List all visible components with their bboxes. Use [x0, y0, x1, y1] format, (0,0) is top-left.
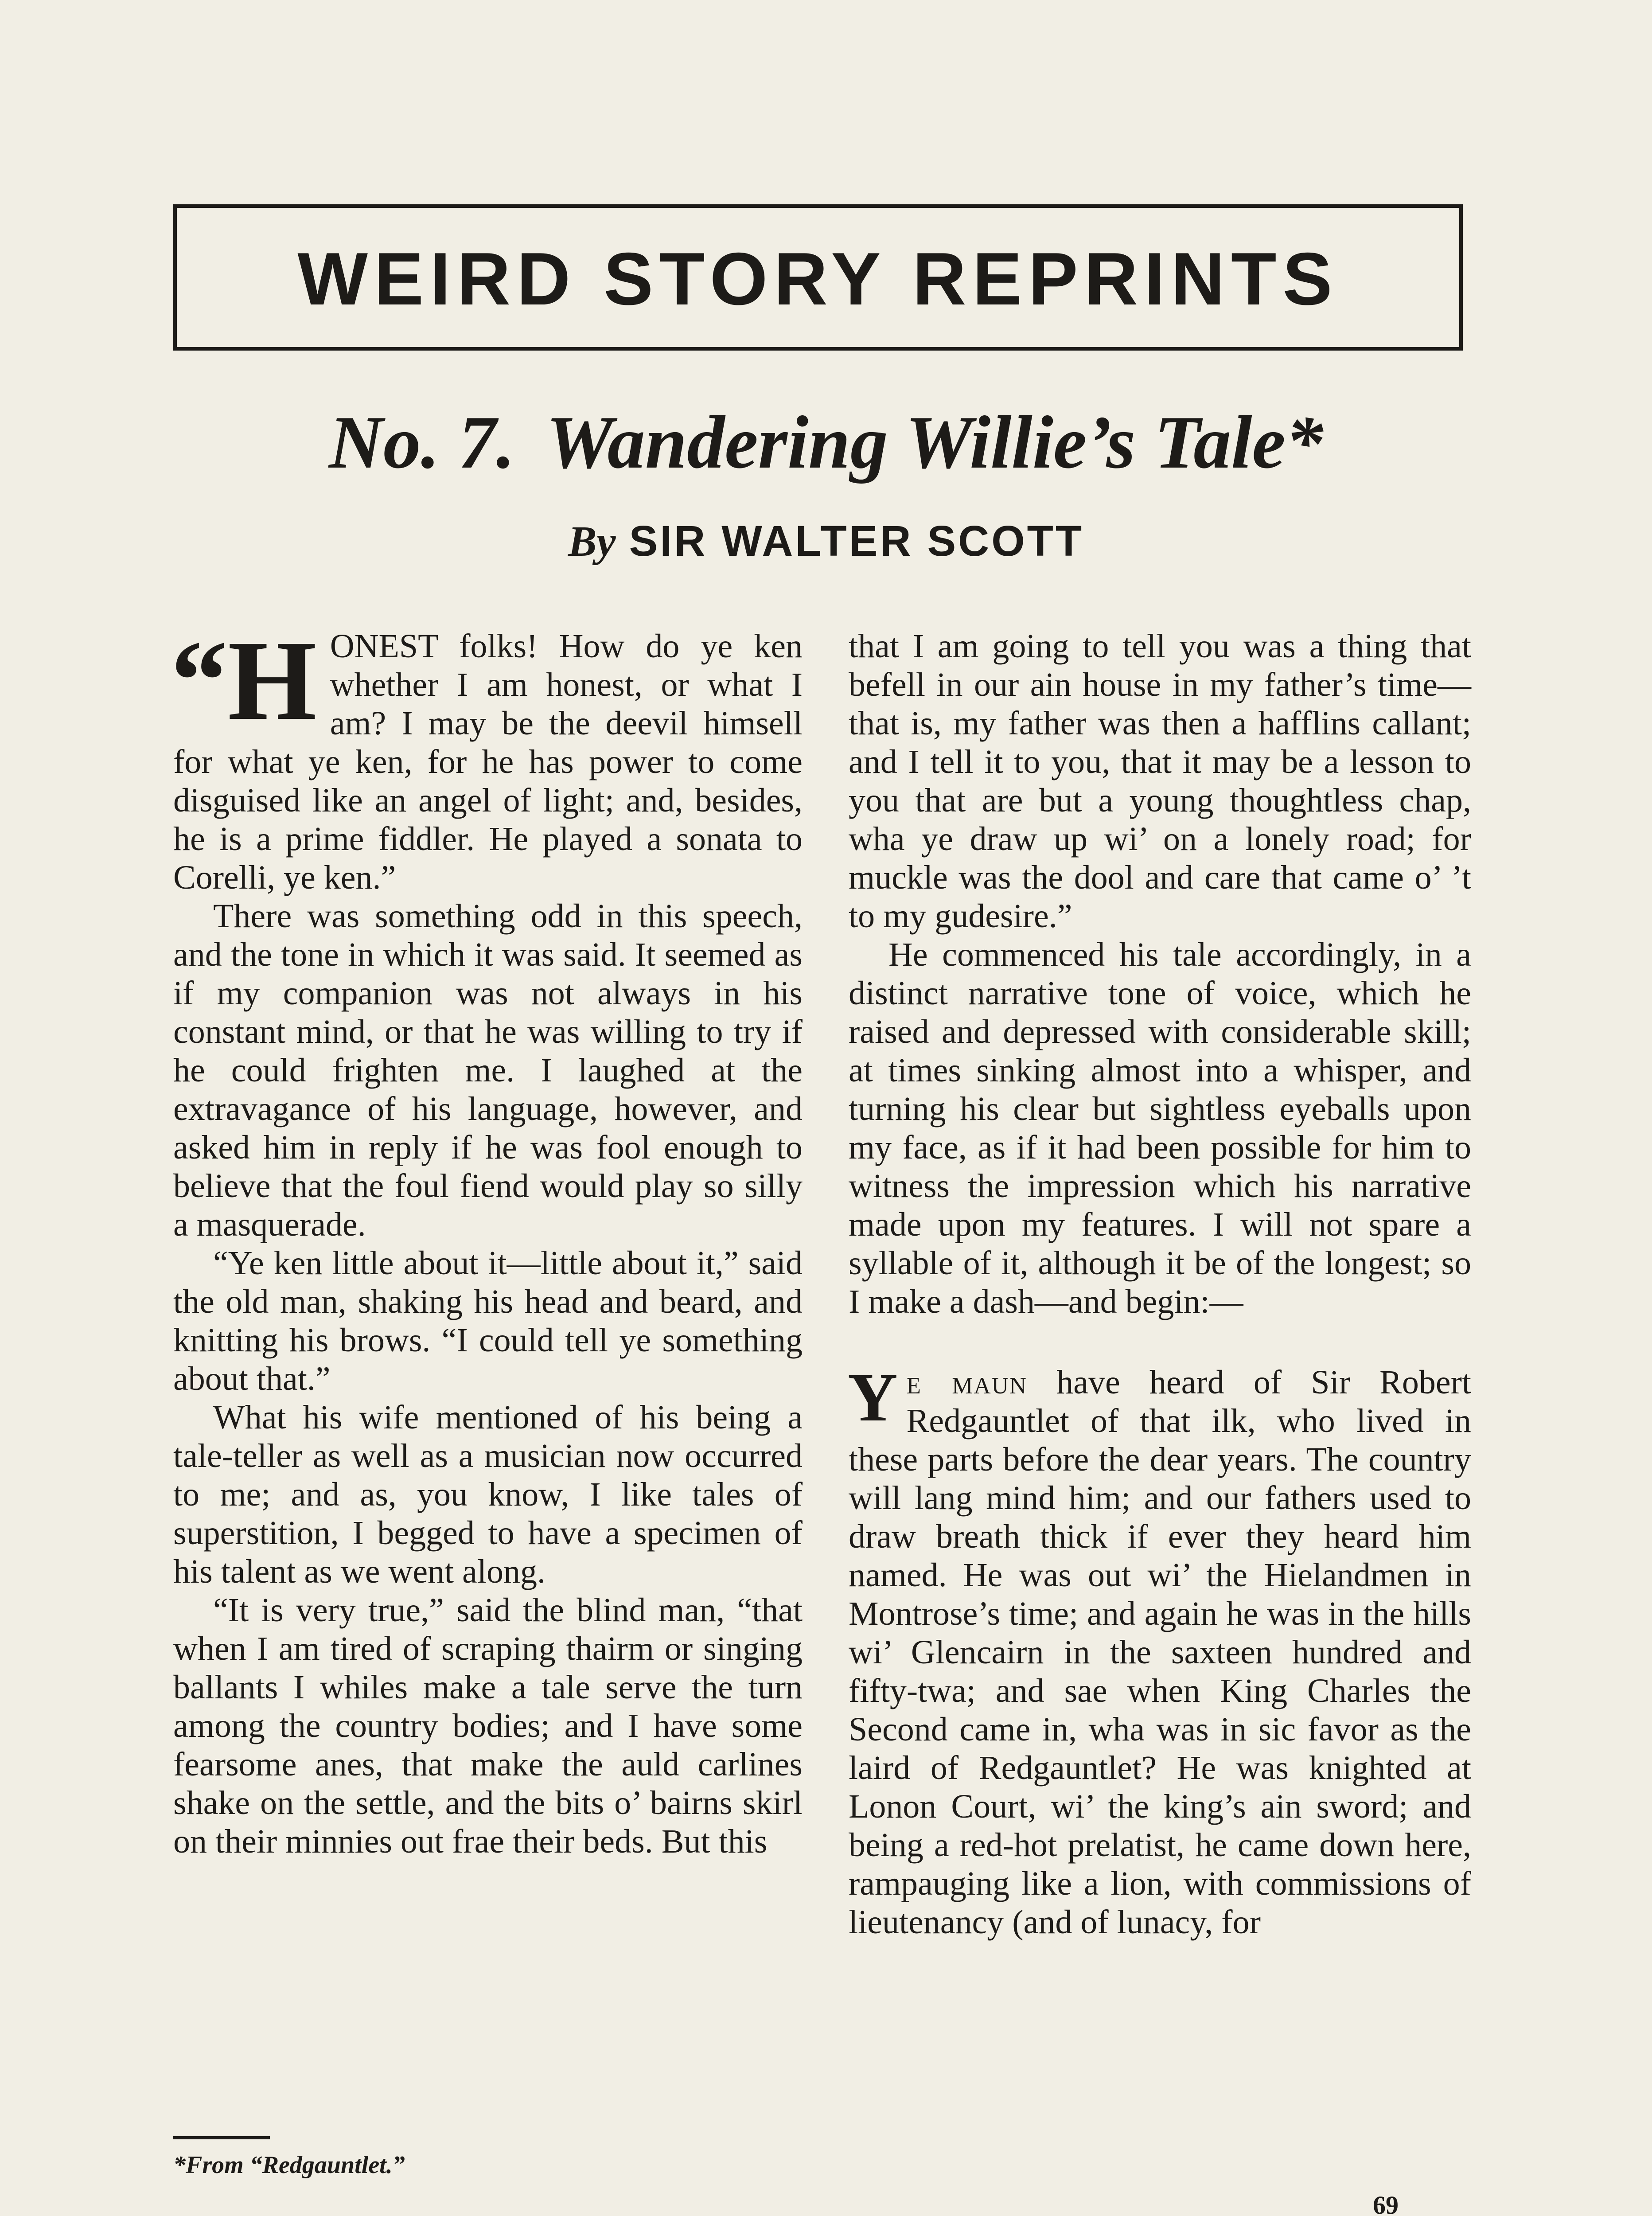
tale-smallcaps: e maun	[906, 1364, 1028, 1401]
tale-text: have heard of Sir Robert Redgauntlet of that ilk, who lived in these parts before the dear years. The country will lang mind him; and our fathers used to draw breath thick if ever they heard him named. He was out wi’ the Hielandmen in Montrose’s time; and again he was in the hills wi’ Glencairn in the saxteen hundred and fifty-twa; and sae when King Charles the Second came in, wha was in sic favor as the laird of Redgauntlet? He was knighted at Lonon Court, wi’ the king’s ain sword; and being a red-hot prelatist, he came down here, rampauging like a lion, with commissions of lieutenancy (and of lunacy, for	[849, 1364, 1471, 1941]
left-column	[171, 617, 803, 1861]
right-column	[849, 627, 1471, 1942]
story-title-text: Wandering Willie’s Tale*	[546, 401, 1323, 484]
section-break	[849, 1321, 1471, 1363]
footnote: *From “Redgauntlet.”	[173, 2151, 405, 2179]
paragraph: He commenced his tale accordingly, in a distinct narrative tone of voice, which he raised and depressed with considerable skill; at times sinking almost into a whisper, and turning his clear but sightless eyeballs upon my face, as if it had been possible for him to witness the impression which his narrative made upon my features. I will not spare a syllable of it, although it be of the longest; so I make a dash—and begin:—	[849, 936, 1471, 1320]
author-name: SIR WALTER SCOTT	[629, 517, 1084, 565]
story-number: No. 7.	[329, 401, 515, 484]
paragraph: “Ye ken little about it—little about it,” said the old man, shaking his head and beard, and knitting his brows. “I could tell ye something about that.”	[173, 1245, 803, 1397]
paragraph: What his wife mentioned of his being a tale-teller as well as a musician now occurred to me; and as, you know, I like tales of superstition, I begged to have a specimen of his talent as we went along.	[173, 1399, 803, 1590]
page-number: 69	[1373, 2191, 1399, 2216]
paragraph: There was something odd in this speech, and the tone in which it was said. It seemed as if my companion was not always in his constant mind, or that he was willing to try if he could frighten me. I laughed at the extravagance of his language, however, and asked him in reply if he was fool enough to believe that the foul fiend would play so silly a masquerade.	[173, 897, 803, 1243]
footnote-rule	[173, 2136, 270, 2139]
paragraph: that I am going to tell you was a thing that befell in our ain house in my father’s time—that is, my father was then a hafflins callant; and I tell it to you, that it may be a lesson to you that are but a young thoughtless chap, wha ye draw up wi’ on a lonely road; for muckle was the dool and care that came o’ ’t to my gudesire.”	[849, 628, 1471, 935]
story-title	[0, 401, 1652, 484]
paragraph: “H ONEST folks! How do ye ken whether I am honest, or what I am? I may be the deevil himsell for what ye ken, for he has power to come disguised like an angel of light; and, besides, he is a prime fiddler. He played a sonata to Corelli, ye ken.”	[171, 617, 803, 896]
byline-by: By	[568, 518, 616, 565]
byline	[0, 518, 1652, 566]
section-banner	[173, 204, 1463, 351]
tale-drop-cap: Y	[848, 1359, 898, 1436]
tale-opening-paragraph	[848, 1359, 1471, 1942]
paragraph: “It is very true,” said the blind man, “that when I am tired of scraping thairm or singing ballants I whiles make a tale serve the turn among the country bodies; and I have some fearsome anes, that make the auld carlines shake on the settle, and the bits o’ bairns skirl on their minnies out frae their beds. But this	[173, 1592, 803, 1860]
section-banner-text: WEIRD STORY REPRINTS	[297, 237, 1339, 320]
drop-cap: “H	[171, 617, 317, 744]
